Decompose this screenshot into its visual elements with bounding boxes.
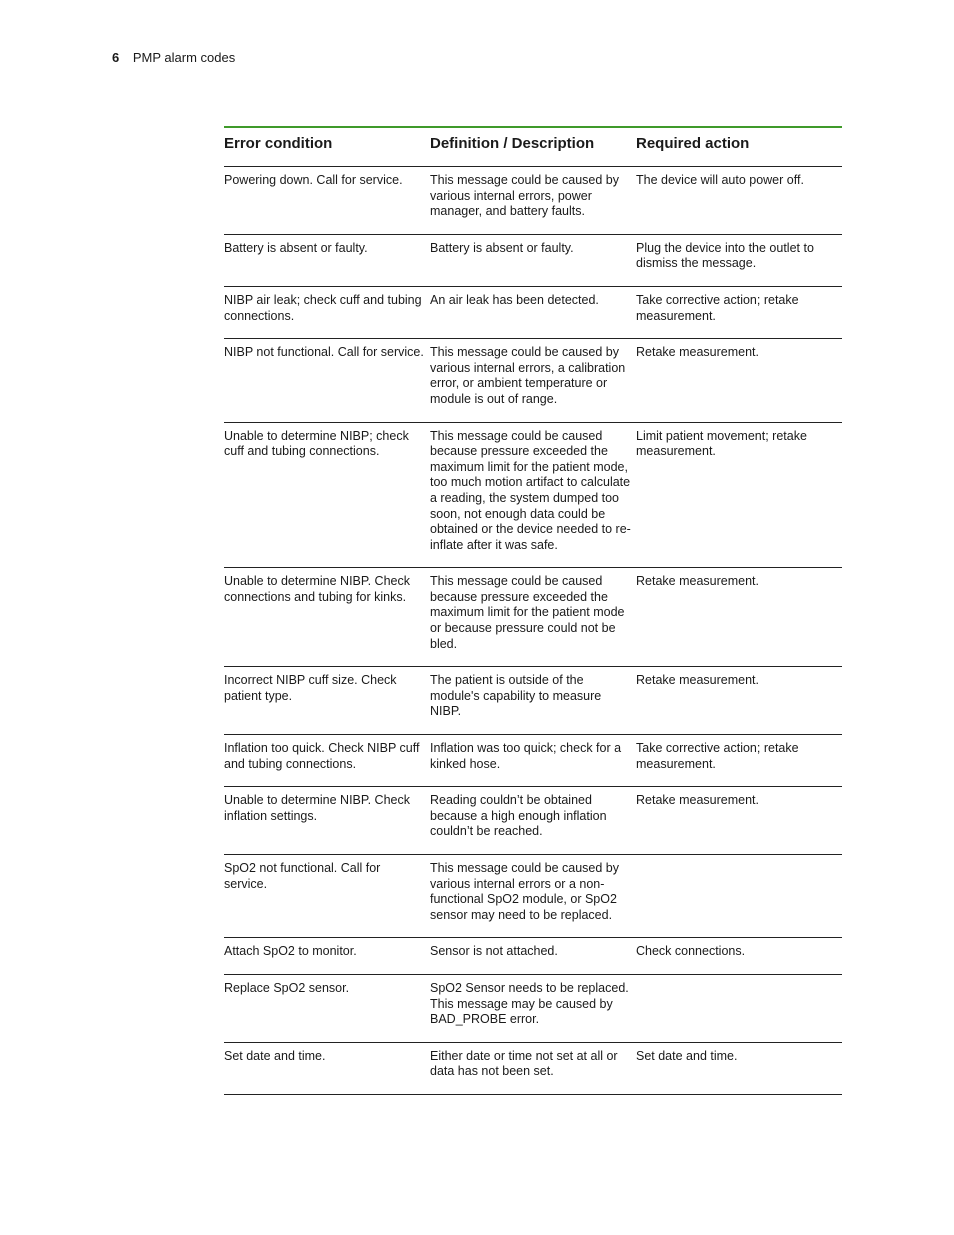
required-action-cell: The device will auto power off.: [636, 167, 842, 235]
error-condition-cell: SpO2 not functional. Call for service.: [224, 855, 430, 938]
required-action-cell: Retake measurement.: [636, 667, 842, 735]
description-cell: Inflation was too quick; check for a kinked hose.: [430, 735, 636, 787]
required-action-cell: Limit patient movement; retake measurement.: [636, 422, 842, 568]
table-row: [224, 855, 842, 938]
error-condition-cell: Battery is absent or faulty.: [224, 234, 430, 286]
description-cell: Sensor is not attached.: [430, 938, 636, 975]
table-row: [224, 422, 842, 568]
table-row: [224, 1042, 842, 1094]
column-header-required-action: Required action: [636, 127, 842, 167]
table-row: [224, 286, 842, 338]
error-condition-cell: Unable to determine NIBP. Check connections and tubing for kinks.: [224, 568, 430, 667]
required-action-cell: Take corrective action; retake measurement.: [636, 735, 842, 787]
error-condition-cell: Unable to determine NIBP. Check inflation settings.: [224, 787, 430, 855]
description-cell: This message could be caused because pressure exceeded the maximum limit for the patient mode or because pressure could not be bled.: [430, 568, 636, 667]
error-condition-cell: Inflation too quick. Check NIBP cuff and tubing connections.: [224, 735, 430, 787]
description-cell: This message could be caused because pressure exceeded the maximum limit for the patient mode, too much motion artifact to calculate a reading, the system dumped too soon, not enough data could be obtained or the device needed to re-inflate after it was safe.: [430, 422, 636, 568]
table-header-row: [224, 127, 842, 167]
required-action-cell: Take corrective action; retake measurement.: [636, 286, 842, 338]
error-condition-cell: Incorrect NIBP cuff size. Check patient type.: [224, 667, 430, 735]
description-cell: An air leak has been detected.: [430, 286, 636, 338]
table-row: [224, 735, 842, 787]
error-condition-cell: Replace SpO2 sensor.: [224, 974, 430, 1042]
table-row: [224, 974, 842, 1042]
section-title: PMP alarm codes: [132, 50, 236, 65]
required-action-cell: [636, 855, 842, 938]
required-action-cell: Check connections.: [636, 938, 842, 975]
column-header-description: Definition / Description: [430, 127, 636, 167]
description-cell: Either date or time not set at all or data has not been set.: [430, 1042, 636, 1094]
table-row: [224, 667, 842, 735]
description-cell: SpO2 Sensor needs to be replaced. This message may be caused by BAD_PROBE error.: [430, 974, 636, 1042]
required-action-cell: Retake measurement.: [636, 339, 842, 422]
error-condition-cell: Unable to determine NIBP; check cuff and tubing connections.: [224, 422, 430, 568]
error-condition-cell: Attach SpO2 to monitor.: [224, 938, 430, 975]
table-row: [224, 568, 842, 667]
error-condition-cell: NIBP air leak; check cuff and tubing connections.: [224, 286, 430, 338]
table-row: [224, 938, 842, 975]
description-cell: Battery is absent or faulty.: [430, 234, 636, 286]
description-cell: This message could be caused by various internal errors or a non-functional SpO2 module, or SpO2 sensor may need to be replaced.: [430, 855, 636, 938]
required-action-cell: Plug the device into the outlet to dismiss the message.: [636, 234, 842, 286]
description-cell: This message could be caused by various internal errors, power manager, and battery faults.: [430, 167, 636, 235]
column-header-error-condition: Error condition: [224, 127, 430, 167]
description-cell: The patient is outside of the module's capability to measure NIBP.: [430, 667, 636, 735]
description-cell: This message could be caused by various internal errors, a calibration error, or ambient temperature or module is out of range.: [430, 339, 636, 422]
description-cell: Reading couldn’t be obtained because a high enough inflation couldn’t be reached.: [430, 787, 636, 855]
error-condition-cell: Set date and time.: [224, 1042, 430, 1094]
table-row: [224, 339, 842, 422]
required-action-cell: [636, 974, 842, 1042]
table-row: [224, 787, 842, 855]
alarm-codes-table: [224, 126, 842, 1095]
page-number: 6: [112, 50, 120, 65]
page-header: [112, 50, 235, 66]
required-action-cell: Retake measurement.: [636, 568, 842, 667]
required-action-cell: Set date and time.: [636, 1042, 842, 1094]
table-row: [224, 167, 842, 235]
error-condition-cell: NIBP not functional. Call for service.: [224, 339, 430, 422]
required-action-cell: Retake measurement.: [636, 787, 842, 855]
table-row: [224, 234, 842, 286]
error-condition-cell: Powering down. Call for service.: [224, 167, 430, 235]
